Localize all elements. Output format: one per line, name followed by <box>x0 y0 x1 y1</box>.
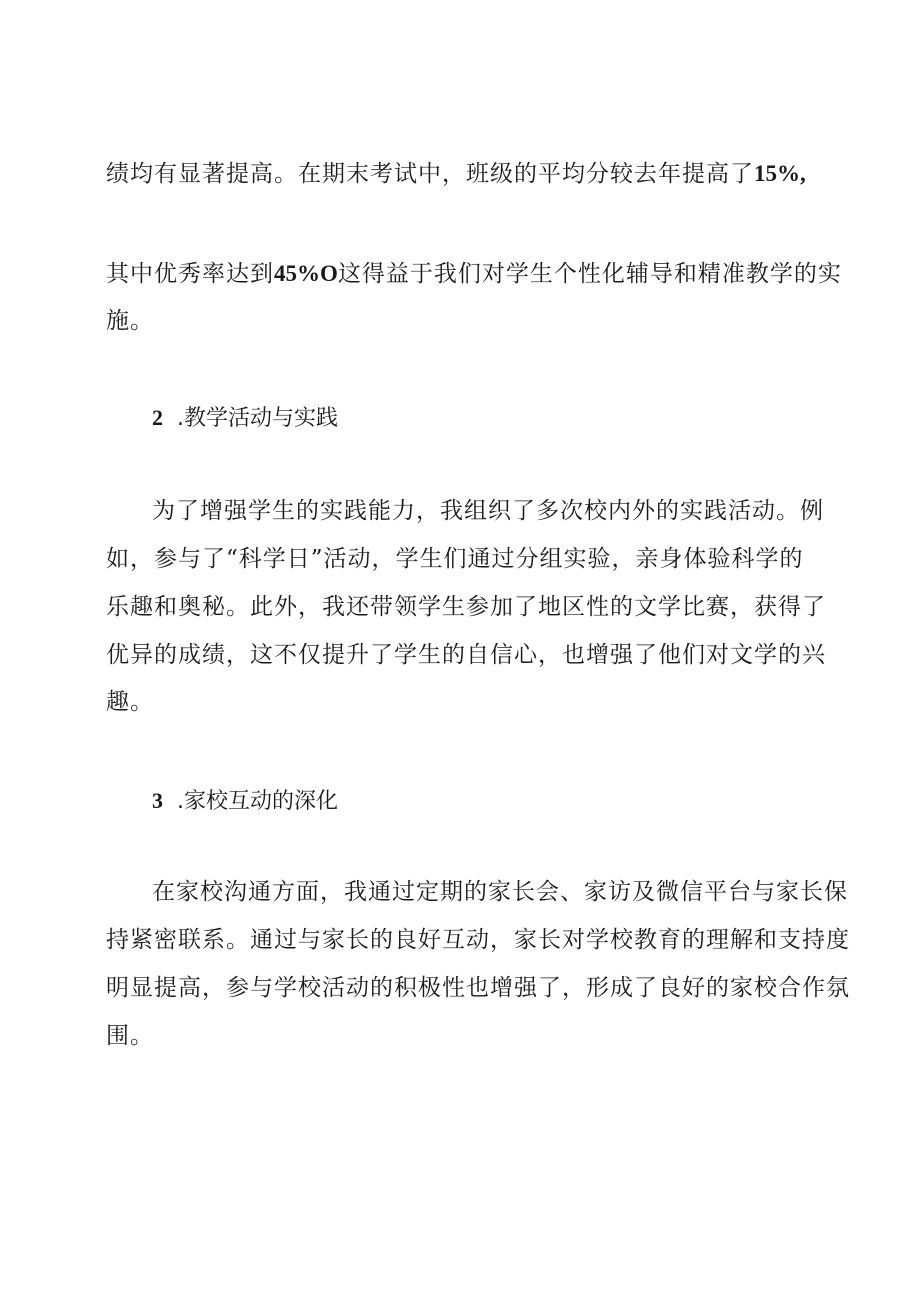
section2-line: 趣。 <box>106 689 154 715</box>
paragraph1-line2 <box>106 258 842 290</box>
section3-line: 明显提高，参与学校活动的积极性也增强了，形成了良好的家校合作氛 <box>106 975 850 1001</box>
paragraph1-line1-text: 绩均有显著提高。在期末考试中，班级的平均分较去年提高了 <box>106 161 754 187</box>
section3-line: 在家校沟通方面，我通过定期的家长会、家访及微信平台与家长保 <box>152 879 848 905</box>
section2-line: 乐趣和奥秘。此外，我还带领学生参加了地区性的文学比赛，获得了 <box>106 594 826 620</box>
section3-line: 持紧密联系。通过与家长的良好互动，家长对学校教育的理解和支持度 <box>106 927 850 953</box>
section2-line: 优异的成绩，这不仅提升了学生的自信心，也增强了他们对文学的兴 <box>106 642 826 668</box>
paragraph1-line2-text-before: 其中优秀率达到 <box>106 261 274 287</box>
section3-line: 围。 <box>106 1023 154 1049</box>
section2-line: 为了增强学生的实践能力，我组织了多次校内外的实践活动。例 <box>152 498 824 524</box>
section2-line: 如，参与了“科学日”活动，学生们通过分组实验，亲身体验科学的 <box>106 546 804 572</box>
paragraph1-line2-emphasis: 45%O <box>274 261 338 286</box>
paragraph1-line1 <box>106 158 826 190</box>
section3-title: .家校互动的深化 <box>177 789 338 814</box>
paragraph1-line3: 施。 <box>106 308 154 334</box>
paragraph1-line1-emphasis: 15%, <box>754 161 806 186</box>
section2-title: .教学活动与实践 <box>177 406 338 431</box>
paragraph1-line2-text-after: 这得益于我们对学生个性化辅导和精准教学的实 <box>337 261 842 287</box>
section2-heading <box>152 402 338 435</box>
section3-number: 3 <box>152 788 163 813</box>
section2-number: 2 <box>152 405 163 430</box>
section3-heading <box>152 785 338 818</box>
